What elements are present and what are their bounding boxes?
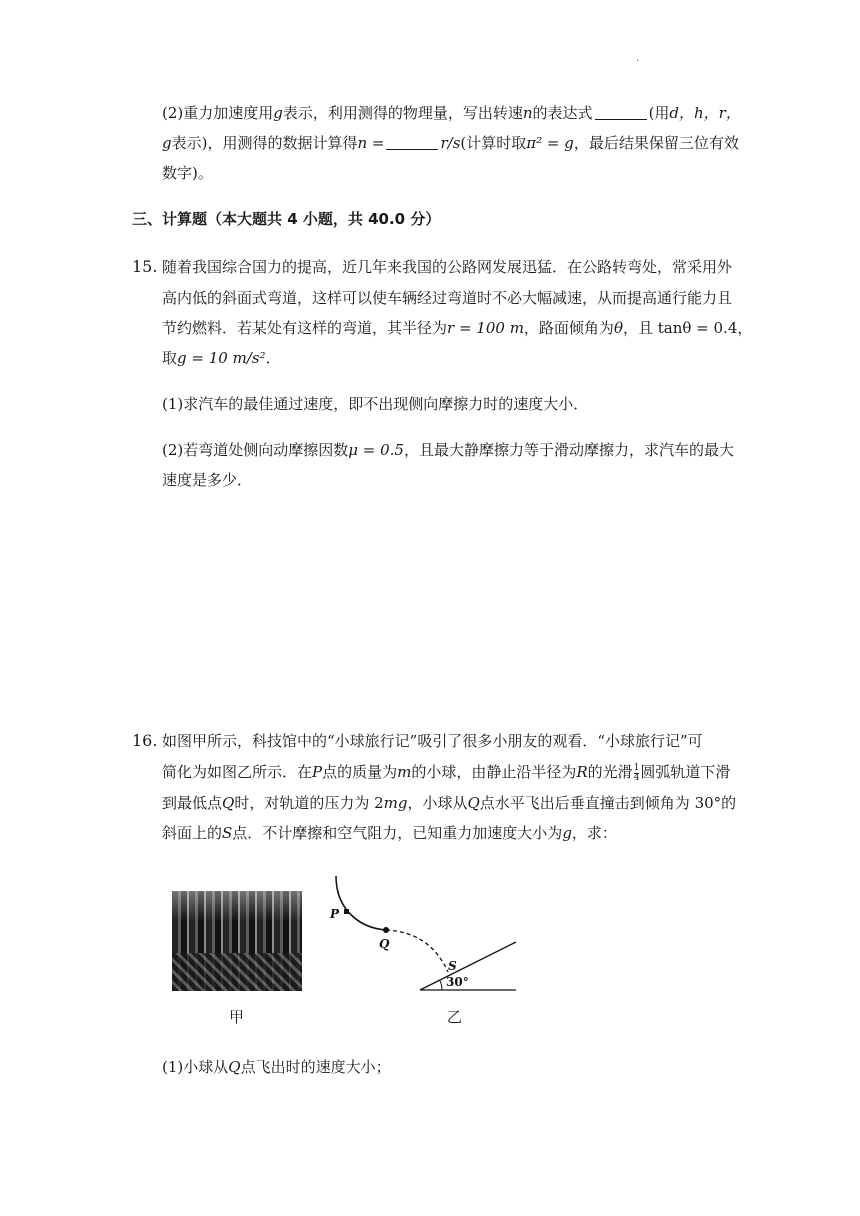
text: ，且最大静摩擦力等于滑动摩擦力，求汽车的最大 xyxy=(403,441,734,459)
label-angle: 30° xyxy=(446,975,469,989)
q15-sub2-line1 xyxy=(162,435,734,465)
point-P xyxy=(344,909,349,914)
text: 的小球，由静止沿半径为 xyxy=(411,763,577,781)
text: 的光滑 xyxy=(587,763,633,781)
var-g: g xyxy=(273,104,283,122)
answer-blank-1 xyxy=(595,101,647,120)
angle-arc xyxy=(440,980,442,990)
trajectory-diagram xyxy=(320,870,530,1000)
corner-mark: · xyxy=(636,56,640,67)
q15-number: 15. xyxy=(132,257,158,276)
text: 点飞出时的速度大小； xyxy=(240,1058,391,1076)
text: (计算时取 xyxy=(460,134,527,152)
text: ，路面倾角为 xyxy=(523,319,614,337)
q16-sub1 xyxy=(162,1052,391,1082)
text: 时，对轨道的压力为 2 xyxy=(234,794,384,812)
text: (用 xyxy=(648,104,670,122)
arc-track xyxy=(336,876,386,930)
label-Q: Q xyxy=(379,937,390,951)
var-P: P xyxy=(312,763,323,781)
text: (1)小球从 xyxy=(162,1058,229,1076)
q14-line1 xyxy=(162,98,741,128)
var-g: g xyxy=(562,824,572,842)
q15-line4 xyxy=(162,343,281,373)
text: ，小球从 xyxy=(407,794,468,812)
text: 表示，利用测得的物理量，写出转速 xyxy=(282,104,523,122)
q16-line2 xyxy=(162,757,730,787)
q15-line1: 随着我国综合国力的提高，近几年来我国的公路网发展迅猛．在公路转弯处，常采用外 xyxy=(162,258,733,276)
q16-line1: 如图甲所示，科技馆中的“小球旅行记”吸引了很多小朋友的观看．“小球旅行记”可 xyxy=(162,732,703,750)
var-list: d，h，r， xyxy=(669,104,741,122)
text: 简化为如图乙所示．在 xyxy=(162,763,313,781)
q15-line3 xyxy=(162,313,752,343)
var-Q: Q xyxy=(228,1058,241,1076)
frac-num: 1 xyxy=(633,762,640,773)
text: ，最后结果保留三位有效 xyxy=(573,134,739,152)
frac-den: 4 xyxy=(633,772,640,783)
text: ，且 tanθ = 0.4， xyxy=(622,319,753,337)
var-R: R xyxy=(576,763,588,781)
var-S: S xyxy=(222,824,233,842)
formula: π² = g xyxy=(526,134,574,152)
var-g: g xyxy=(162,134,172,152)
q15-sub1: (1)求汽车的最佳通过速度，即不出现侧向摩擦力时的速度大小． xyxy=(162,395,589,413)
caption-right: 乙 xyxy=(447,1008,463,1026)
var-Q: Q xyxy=(467,794,480,812)
q16-line4 xyxy=(162,818,617,848)
text: 点水平飞出后垂直撞击到倾角为 30°的 xyxy=(479,794,737,812)
var-Q: Q xyxy=(222,794,235,812)
var-mg: mg xyxy=(383,794,408,812)
q14-line2 xyxy=(162,128,739,158)
q15-sub2-line2: 速度是多少． xyxy=(162,471,253,489)
text: 点．不计摩擦和空气阻力，已知重力加速度大小为 xyxy=(232,824,563,842)
exhibit-photo xyxy=(172,891,302,991)
var-theta: θ xyxy=(613,319,623,337)
text: 表示)，用测得的数据计算得 xyxy=(171,134,358,152)
q16-number: 16. xyxy=(132,731,158,750)
q15-line2: 高内低的斜面式弯道，这样可以使车辆经过弯道时不必大幅减速，从而提高通行能力且 xyxy=(162,289,733,307)
label-P: P xyxy=(330,907,340,921)
fraction-quarter xyxy=(634,764,640,783)
text: 斜面上的 xyxy=(162,824,223,842)
formula: μ = 0.5 xyxy=(348,441,404,459)
formula: g = 10 m/s² xyxy=(177,349,266,367)
text: 到最低点 xyxy=(162,794,223,812)
q16-line3 xyxy=(162,788,736,818)
section-heading: 三、计算题（本大题共 4 小题，共 40.0 分） xyxy=(132,210,441,228)
var-n: n xyxy=(522,104,533,122)
text: (2)若弯道处侧向动摩擦因数 xyxy=(162,441,349,459)
caption-left: 甲 xyxy=(229,1008,245,1026)
text: 圆弧轨道下滑 xyxy=(640,763,731,781)
formula: r = 100 m xyxy=(447,319,524,337)
text: ． xyxy=(265,349,281,367)
text: 点的质量为 xyxy=(322,763,398,781)
text: (2)重力加速度用 xyxy=(162,104,274,122)
projectile-path xyxy=(386,930,448,972)
unit: r/s xyxy=(440,134,461,152)
q14-line3: 数字)。 xyxy=(162,164,213,182)
label-S: S xyxy=(448,959,457,973)
text: 取 xyxy=(162,349,178,367)
text: ，求： xyxy=(571,824,617,842)
var-m: m xyxy=(397,763,412,781)
text: 节约燃料．若某处有这样的弯道，其半径为 xyxy=(162,319,448,337)
var-n: n = xyxy=(357,134,385,152)
text: 的表达式 xyxy=(532,104,593,122)
answer-blank-2 xyxy=(386,131,438,150)
